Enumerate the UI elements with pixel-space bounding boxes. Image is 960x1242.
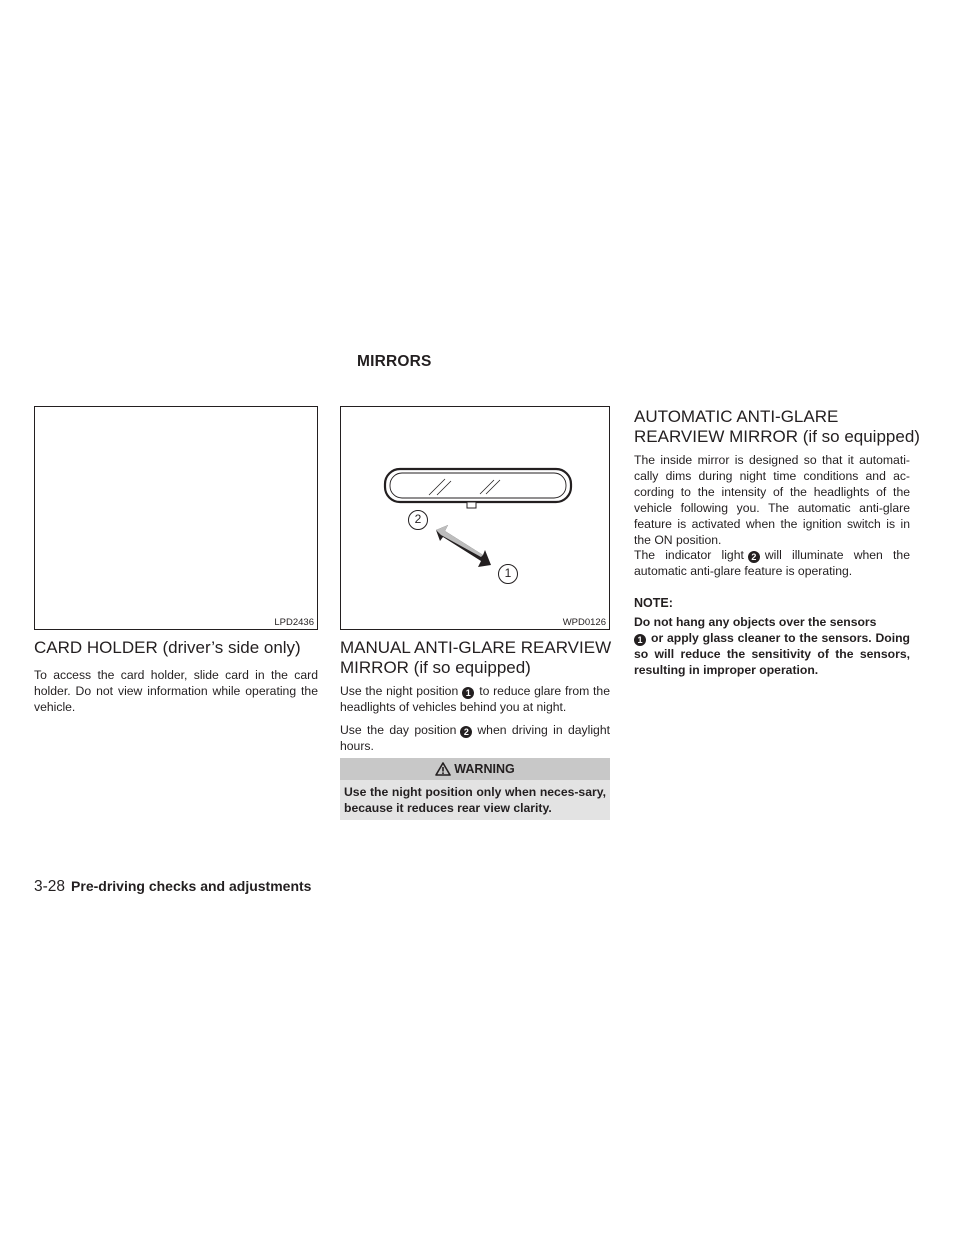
warning-text: Use the night position only when neces-sary, because it reduces rear view clarity. <box>340 780 610 820</box>
callout-1: 1 <box>498 564 518 584</box>
rearview-mirror-illustration <box>341 407 609 629</box>
card-holder-body: To access the card holder, slide card in the card holder. Do not view information while operating the vehicle. <box>34 668 318 714</box>
auto-mirror-description: The inside mirror is designed so that it automati-cally dims during night time conditions and ac-cording to the intensity of the headlights of the vehicle following you. The automatic anti-glare feature is activated when the ignition switch is in the ON position. <box>634 453 910 547</box>
night-position-text <box>340 683 610 715</box>
chapter-title: Pre-driving checks and adjustments <box>71 878 312 894</box>
warning-header <box>340 758 610 780</box>
text-span: will illuminate when the automatic anti-glare feature is operating. <box>634 548 910 578</box>
marker-2-icon: 2 <box>748 551 760 563</box>
marker-1-icon: 1 <box>634 634 646 646</box>
figure-code: WPD0126 <box>562 617 606 628</box>
heading-line: MANUAL ANTI-GLARE REARVIEW <box>340 638 612 657</box>
page-footer <box>34 878 311 896</box>
heading-line: MIRROR (if so equipped) <box>340 658 531 677</box>
indicator-light-text <box>634 547 910 579</box>
note-label: NOTE: <box>634 596 673 610</box>
section-title: MIRRORS <box>357 353 432 370</box>
auto-mirror-heading <box>634 407 924 447</box>
card-holder-heading: CARD HOLDER (driver’s side only) <box>34 638 301 657</box>
marker-1-icon: 1 <box>462 687 474 699</box>
page-number: 3-28 <box>34 878 66 895</box>
heading-line: AUTOMATIC ANTI-GLARE <box>634 407 839 426</box>
warning-icon <box>435 762 451 776</box>
manual-mirror-heading <box>340 638 630 678</box>
text-span: when driving in daylight hours. <box>340 723 610 753</box>
marker-2-icon: 2 <box>460 726 472 738</box>
text-span: Use the day position <box>340 723 457 737</box>
text-span: Do not hang any objects over the sensors <box>634 615 877 629</box>
mirror-figure <box>340 406 610 630</box>
text-span: Use the night position <box>340 684 459 698</box>
warning-label: WARNING <box>454 762 515 776</box>
callout-2: 2 <box>408 510 428 530</box>
figure-code: LPD2436 <box>274 617 314 628</box>
note-text <box>634 614 910 678</box>
text-span: or apply glass cleaner to the sensors. Doing so will reduce the sensitivity of the sensors, resulting in improper operation. <box>634 631 910 677</box>
card-holder-figure <box>34 406 318 630</box>
text-span: The indicator light <box>634 548 744 562</box>
heading-line: REARVIEW MIRROR (if so equipped) <box>634 427 920 446</box>
text-span: to reduce glare from the headlights of vehicles behind you at night. <box>340 684 610 714</box>
day-position-text <box>340 722 610 754</box>
